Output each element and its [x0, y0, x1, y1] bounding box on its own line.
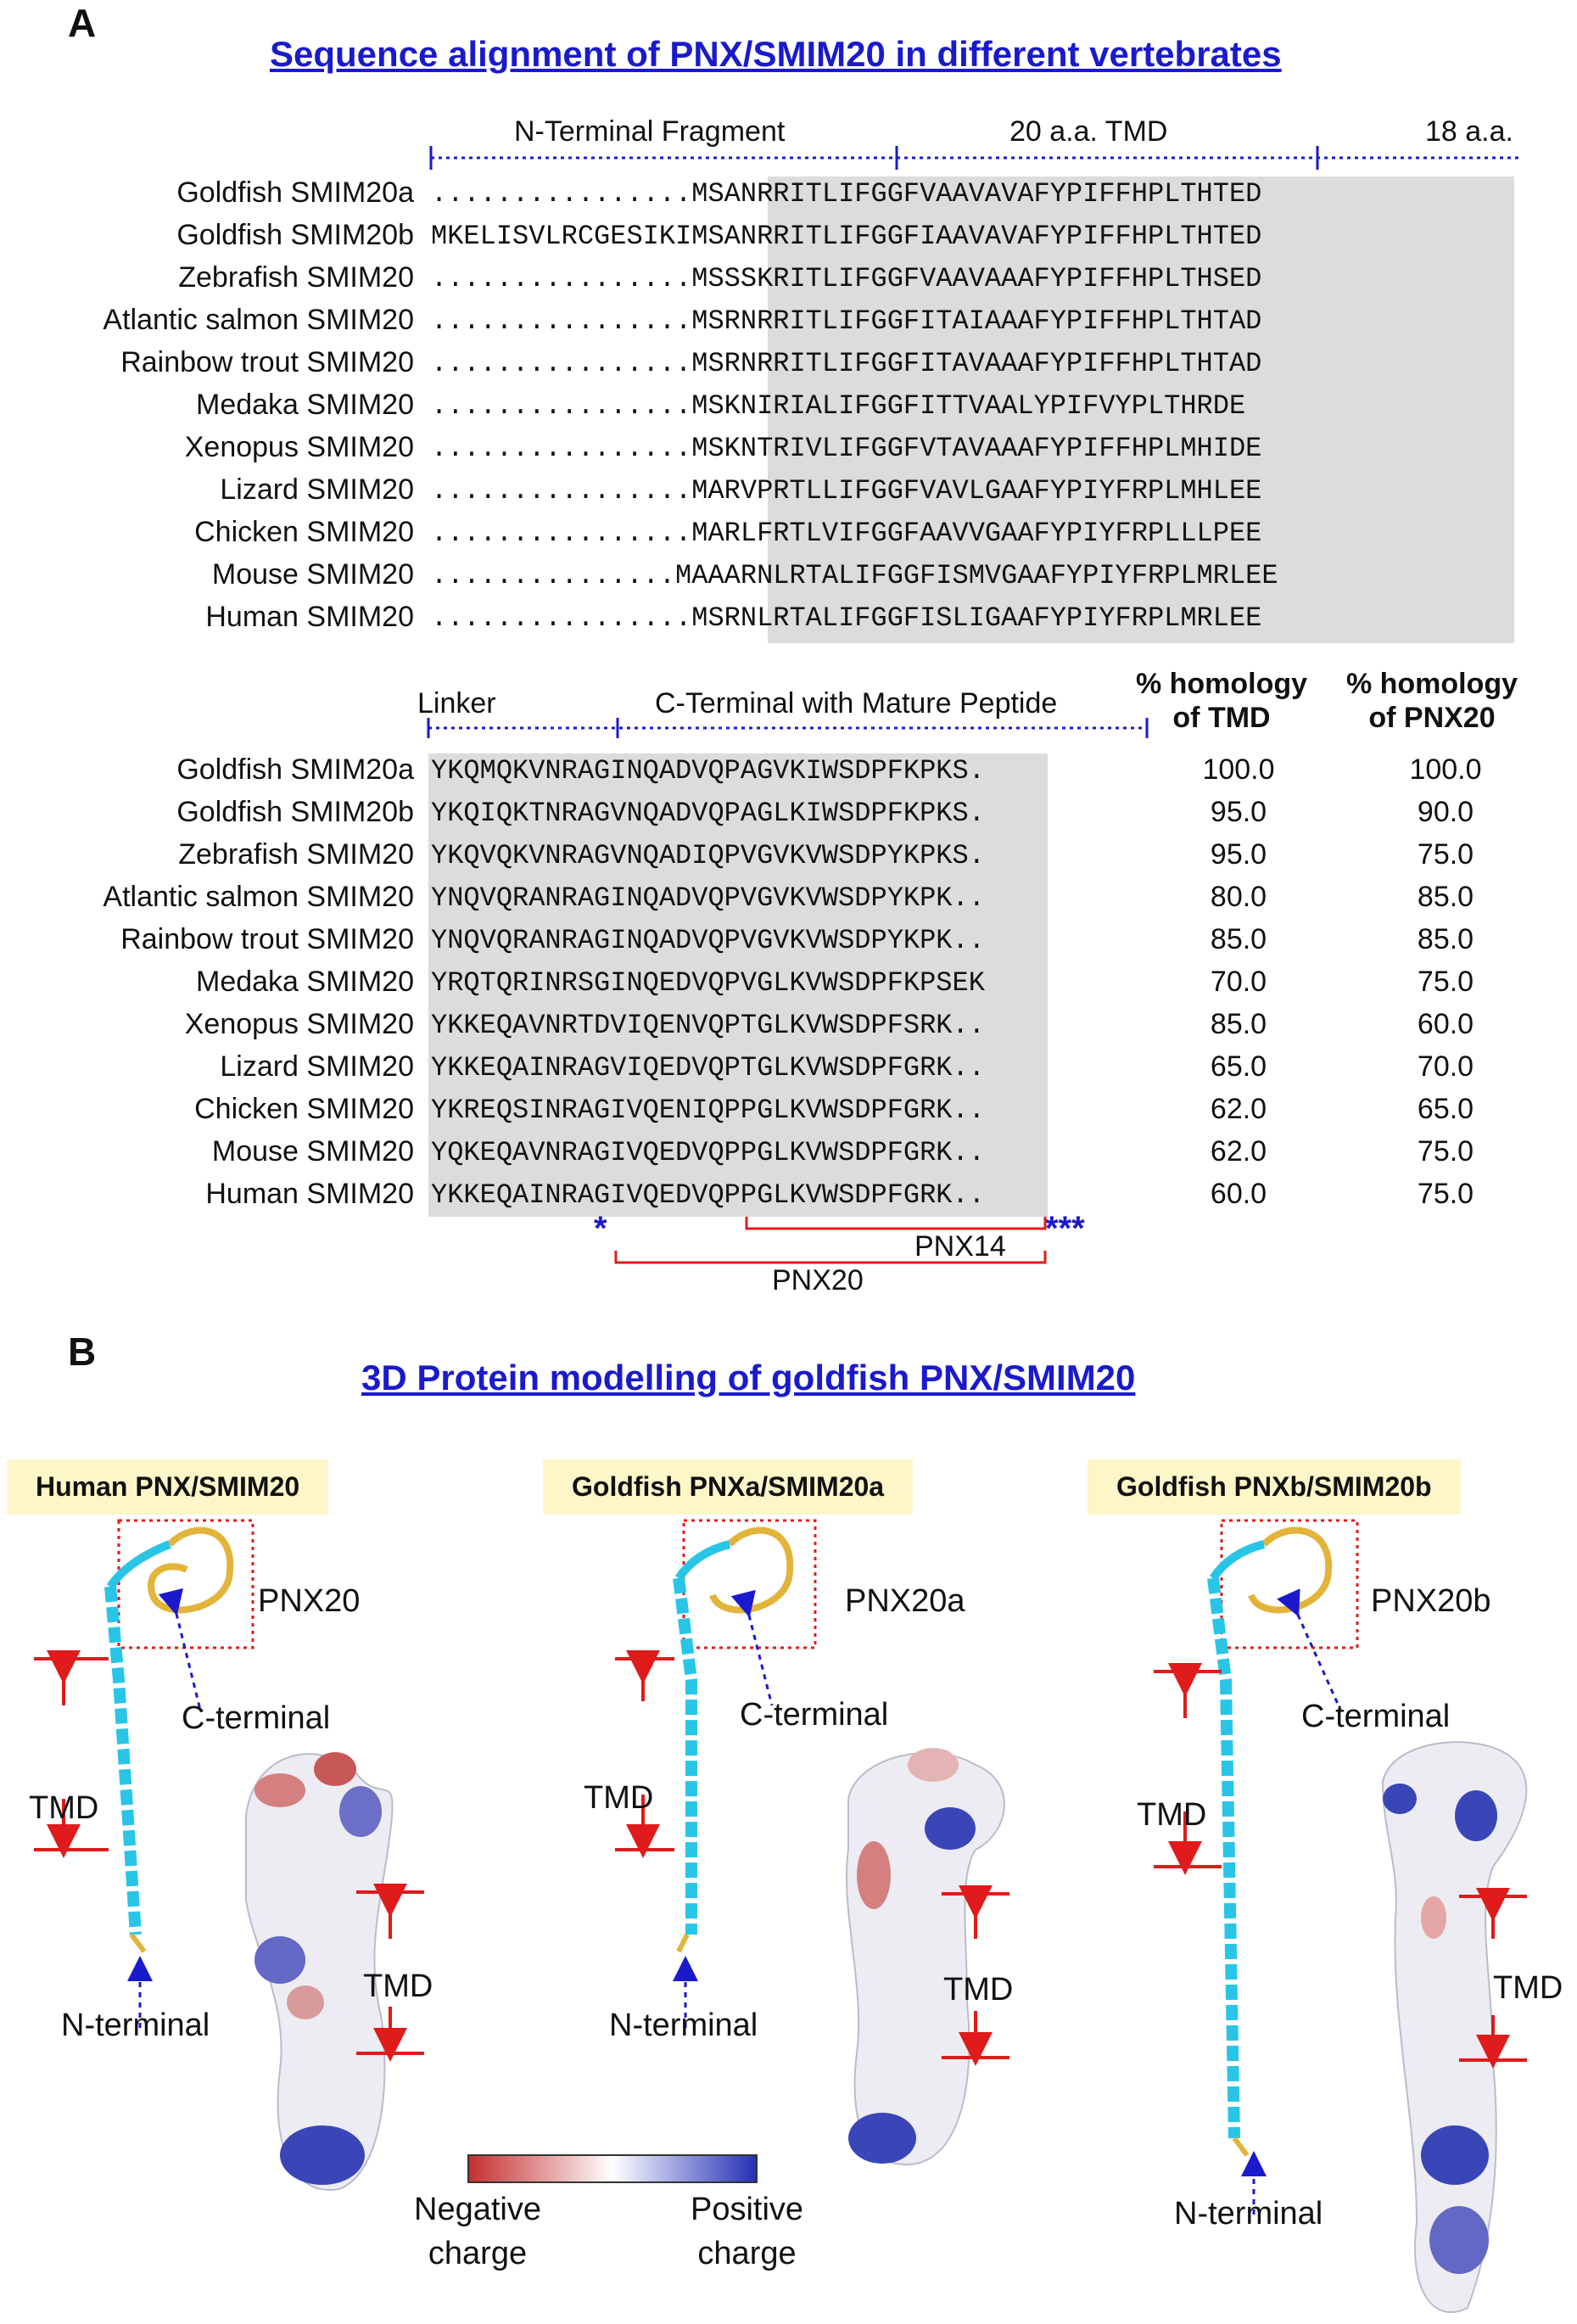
charge-legend-bar	[468, 2155, 757, 2182]
species-label: Atlantic salmon SMIM20	[103, 304, 414, 336]
species-label: Xenopus SMIM20	[184, 431, 414, 463]
sequence-row: YKQVQKVNRAGVNQADIQPVGVKVWSDPYKPKS.	[431, 840, 985, 871]
human-surface-tmd-label: TMD	[363, 1968, 433, 2004]
species-label: Goldfish SMIM20a	[176, 753, 414, 786]
sequence-row: YKQIQKTNRAGVNQADVQPAGLKIWSDPFKPKS.	[431, 798, 985, 829]
sequence-row: YQKEQAVNRAGIVQEDVQPPGLKVWSDPFGRK..	[431, 1137, 985, 1168]
species-label: Xenopus SMIM20	[184, 1008, 414, 1040]
model-label-goldfish-a: Goldfish PNXa/SMIM20a	[543, 1459, 913, 1515]
goldfish-b-c-terminal-label: C-terminal	[1301, 1699, 1451, 1734]
species-label: Mouse SMIM20	[211, 558, 414, 591]
human-c-terminal-label: C-terminal	[182, 1700, 331, 1736]
sequence-row: YNQVQRANRAGINQADVQPVGVKVWSDPYKPK..	[431, 882, 985, 914]
pnx20-label: PNX20	[772, 1264, 864, 1296]
goldfish-b-surface	[1383, 1742, 1526, 2312]
species-label: Chicken SMIM20	[194, 516, 414, 548]
tmd-homology-value: 65.0	[1210, 1050, 1267, 1083]
human-n-terminal-label: N-terminal	[61, 2008, 210, 2043]
panel-a-letter: A	[68, 1, 97, 45]
species-label: Zebrafish SMIM20	[178, 838, 414, 871]
sequence-row: ................MSKNIRIALIFGGFITTVAALYPIFVYPLTHRDE	[431, 390, 1246, 422]
pnx20-homology-value: 60.0	[1417, 1008, 1474, 1040]
panel-b-letter: B	[68, 1330, 97, 1374]
segment-linker: Linker	[417, 687, 496, 720]
segment-18aa: 18 a.a.	[1425, 115, 1513, 148]
goldfish-a-surface	[847, 1748, 1004, 2164]
species-label: Medaka SMIM20	[196, 389, 414, 421]
human-c-arrow	[174, 1604, 200, 1710]
pnx20-homology-value: 75.0	[1417, 966, 1474, 998]
sequence-row: ................MSKNTRIVLIFGGFVTAVAAAFYPIFFHPLMHIDE	[431, 433, 1262, 464]
sequence-row: YKQMQKVNRAGINQADVQPAGVKIWSDPFKPKS.	[431, 755, 985, 787]
species-label: Human SMIM20	[205, 1178, 414, 1210]
species-label: Goldfish SMIM20b	[176, 219, 414, 251]
sequence-row: ................MSRNLRTALIFGGFISLIGAAFYPIYFRPLMRLEE	[431, 602, 1262, 634]
pnx14-label: PNX14	[914, 1230, 1006, 1263]
goldfish-b-c-arrow	[1294, 1605, 1340, 1710]
cleavage-stars: ***	[1045, 1210, 1085, 1247]
species-label: Human SMIM20	[205, 601, 414, 633]
tmd-homology-value: 85.0	[1210, 923, 1267, 955]
sequence-row: ................MSANRRITLIFGGFVAAVAVAFYPIFFHPLTHTED	[431, 178, 1262, 210]
sequence-row: YRQTQRINRSGINQEDVQPVGLKVWSDPFKPSEK	[431, 967, 985, 999]
panel-a-title: Sequence alignment of PNX/SMIM20 in different vertebrates	[270, 34, 1282, 74]
goldfish-a-c-terminal-label: C-terminal	[740, 1697, 889, 1733]
goldfish-a-tmd-bracket	[615, 1659, 674, 1850]
sequence-row: YNQVQRANRAGINQADVQPVGVKVWSDPYKPK..	[431, 925, 985, 956]
sequence-row: ................MSRNRRITLIFGGFITAVAAAFYPIFFHPLTHTAD	[431, 348, 1262, 379]
species-label: Chicken SMIM20	[194, 1093, 414, 1125]
model-label-goldfish-b: Goldfish PNXb/SMIM20b	[1088, 1459, 1461, 1515]
column-head-tmd: % homology of TMD	[1135, 668, 1308, 734]
goldfish-b-ribbon	[1213, 1520, 1357, 2155]
pnx20-homology-value: 70.0	[1417, 1050, 1474, 1083]
goldfish-a-pnx20a-label: PNX20a	[845, 1583, 965, 1619]
tmd-homology-value: 80.0	[1210, 881, 1267, 913]
sequence-row: ...............MAAARNLRTALIFGGFISMVGAAFYPIYFRPLMRLEE	[431, 560, 1278, 591]
pnx20-homology-value: 90.0	[1417, 796, 1474, 828]
goldfish-a-n-terminal-label: N-terminal	[609, 2008, 758, 2043]
sequence-row: YKREQSINRAGIVQENIQPPGLKVWSDPFGRK..	[431, 1095, 985, 1126]
sequence-row: YKKEQAINRAGVIQEDVQPTGLKVWSDPFGRK..	[431, 1052, 985, 1084]
pnx20-homology-value: 85.0	[1417, 881, 1474, 913]
pnx20-homology-value: 65.0	[1417, 1093, 1474, 1125]
tmd-homology-value: 60.0	[1210, 1178, 1267, 1210]
species-label: Zebrafish SMIM20	[178, 261, 414, 294]
goldfish-a-ribbon	[679, 1520, 815, 1952]
species-label: Mouse SMIM20	[211, 1135, 414, 1168]
goldfish-b-tmd-label: TMD	[1137, 1797, 1207, 1833]
segment-c-terminal: C-Terminal with Mature Peptide	[655, 687, 1058, 720]
goldfish-b-tmd-bracket	[1154, 1672, 1222, 1867]
goldfish-a-tmd-label: TMD	[584, 1780, 654, 1816]
model-label-human: Human PNX/SMIM20	[7, 1459, 328, 1515]
species-label: Rainbow trout SMIM20	[120, 346, 414, 378]
cleavage-star: *	[594, 1210, 607, 1247]
segment-n-terminal: N-Terminal Fragment	[514, 115, 786, 148]
goldfish-b-surface-tmd-label: TMD	[1493, 1970, 1563, 2006]
species-label: Goldfish SMIM20b	[176, 796, 414, 828]
goldfish-b-pnx20b-label: PNX20b	[1371, 1583, 1491, 1619]
sequence-row: ................MSSSKRITLIFGGFVAAVAAAFYPIFFHPLTHSED	[431, 263, 1262, 294]
panel-b-title: 3D Protein modelling of goldfish PNX/SMIM20	[361, 1358, 1136, 1397]
legend-negative: Negative charge	[414, 2192, 541, 2271]
tmd-homology-value: 95.0	[1210, 838, 1267, 871]
tmd-homology-value: 95.0	[1210, 796, 1267, 828]
human-tmd-label: TMD	[29, 1790, 99, 1826]
sequence-row: ................MARLFRTLVIFGGFAAVVGAAFYPIYFRPLLLPEE	[431, 518, 1262, 549]
species-label: Lizard SMIM20	[220, 1050, 414, 1083]
pnx20-homology-value: 75.0	[1417, 838, 1474, 871]
species-label: Rainbow trout SMIM20	[120, 923, 414, 955]
human-pnx20-label: PNX20	[258, 1583, 361, 1619]
sequence-row: ................MARVPRTLLIFGGFVAVLGAAFYPIYFRPLMHLEE	[431, 475, 1262, 507]
species-label: Lizard SMIM20	[220, 473, 414, 506]
pnx20-homology-value: 75.0	[1417, 1178, 1474, 1210]
pnx20-homology-value: 85.0	[1417, 923, 1474, 955]
goldfish-b-n-terminal-label: N-terminal	[1174, 2196, 1323, 2232]
tmd-homology-value: 70.0	[1210, 966, 1267, 998]
tmd-homology-value: 85.0	[1210, 1008, 1267, 1040]
segment-tmd: 20 a.a. TMD	[1009, 115, 1168, 148]
goldfish-a-c-arrow	[747, 1605, 772, 1705]
pnx20-homology-value: 75.0	[1417, 1135, 1474, 1168]
sequence-row: YKKEQAVNRTDVIQENVQPTGLKVWSDPFSRK..	[431, 1010, 985, 1041]
tmd-homology-value: 62.0	[1210, 1135, 1267, 1168]
sequence-row: ................MSRNRRITLIFGGFITAIAAAFYPIFFHPLTHTAD	[431, 305, 1262, 337]
segment-bracket-top	[0, 0, 1577, 170]
tmd-homology-value: 100.0	[1202, 753, 1275, 786]
sequence-row: MKELISVLRCGESIKIMSANRRITLIFGGFIAAVAVAFYPIFFHPLTHTED	[431, 221, 1262, 252]
legend-positive: Positive charge	[691, 2192, 804, 2271]
tmd-homology-value: 62.0	[1210, 1093, 1267, 1125]
species-label: Medaka SMIM20	[196, 966, 414, 998]
sequence-row: YKKEQAINRAGIVQEDVQPPGLKVWSDPFGRK..	[431, 1179, 985, 1211]
species-label: Atlantic salmon SMIM20	[103, 881, 414, 913]
pnx20-homology-value: 100.0	[1409, 753, 1482, 786]
species-label: Goldfish SMIM20a	[176, 176, 414, 209]
goldfish-a-surface-tmd-label: TMD	[943, 1972, 1014, 2008]
column-head-pnx20: % homology of PNX20	[1345, 668, 1518, 734]
